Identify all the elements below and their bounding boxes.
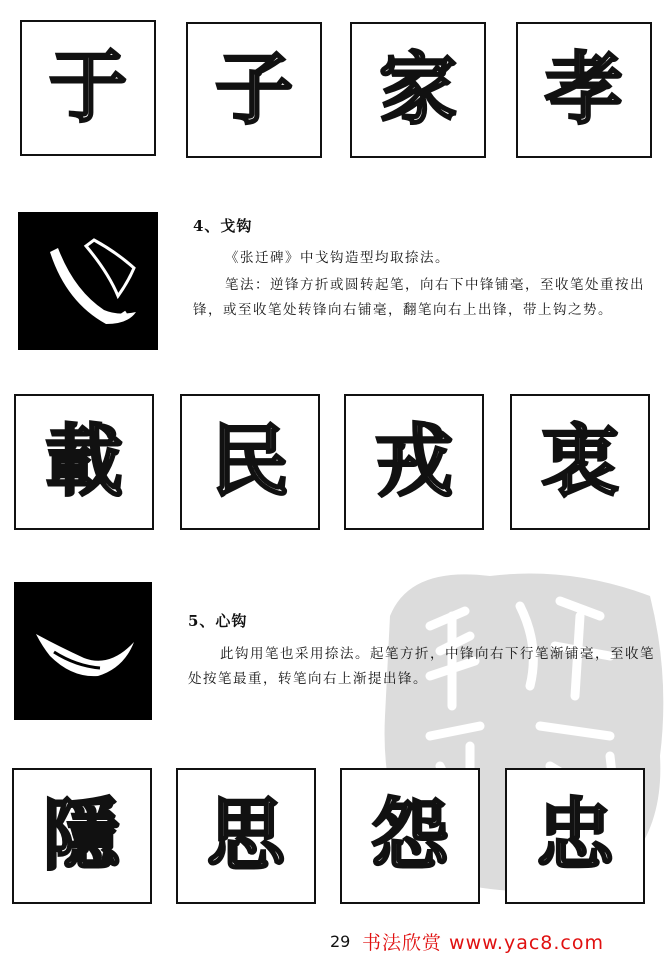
character-box-6 [180,394,320,530]
character-box-2 [186,22,322,158]
section-paragraph: 《张迁碑》中戈钩造型均取捺法。 [225,250,450,266]
character-box-1 [20,20,156,156]
stroke-example-ge-hook [18,212,158,350]
calligraphy-character: 戎 [374,416,453,507]
calligraphy-character: 家 [378,44,457,135]
character-box-9 [12,768,152,904]
calligraphy-character: 怨 [370,790,449,881]
character-box-3 [350,22,486,158]
calligraphy-character: 子 [214,44,293,135]
calligraphy-character: 孝 [544,44,623,135]
character-box-10 [176,768,316,904]
character-box-7 [344,394,484,530]
calligraphy-character: 衷 [540,416,619,507]
calligraphy-character: 思 [206,790,285,881]
section-heading: 5、心钩 [188,612,248,630]
character-box-11 [340,768,480,904]
character-box-8 [510,394,650,530]
calligraphy-character: 忠 [535,790,614,881]
character-box-12 [505,768,645,904]
stroke-example-heart-hook [14,582,152,720]
calligraphy-character: 于 [48,42,127,133]
calligraphy-character: 隱 [42,790,121,881]
page-number: 29 [330,932,351,951]
site-watermark: 书法欣赏 www.yac8.com [362,932,604,954]
calligraphy-character: 載 [44,416,123,507]
character-box-5 [14,394,154,530]
section-paragraph: 此钩用笔也采用捺法。起笔方折，中锋向右下行笔渐铺毫，至收笔处按笔最重，转笔向右上渐提出锋。 [188,646,655,687]
character-box-4 [516,22,652,158]
section-paragraph: 笔法：逆锋方折或圆转起笔，向右下中锋铺毫，至收笔处重按出锋，或至收笔处转锋向右铺毫，翻笔向右上出锋，带上钩之势。 [193,277,645,318]
calligraphy-character: 民 [210,416,289,507]
section-heading: 4、戈钩 [193,217,253,235]
